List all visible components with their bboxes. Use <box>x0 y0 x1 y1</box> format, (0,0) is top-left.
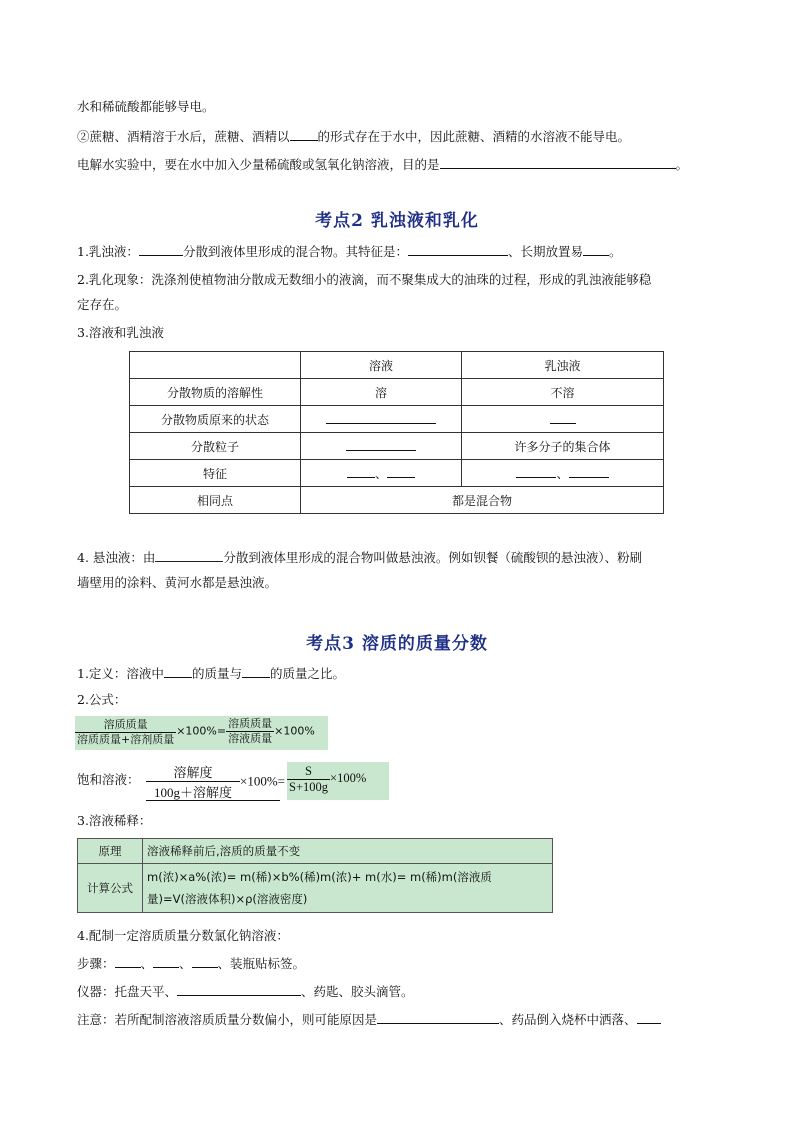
table-row <box>130 487 664 514</box>
table-row <box>78 864 553 913</box>
fill-blank[interactable] <box>637 1011 661 1024</box>
table-row <box>130 379 664 406</box>
text-line: 2.公式： <box>77 692 127 707</box>
table-cell: 原理 <box>78 839 143 864</box>
text-line: 3.溶液和乳浊液 <box>77 325 164 340</box>
fill-blank[interactable] <box>516 465 556 478</box>
fill-blank[interactable] <box>192 955 218 968</box>
divider <box>146 800 280 801</box>
comparison-table <box>129 351 664 514</box>
fill-blank[interactable] <box>242 665 270 678</box>
saturated-formula-right: $\frac{S}{S+100g}$ ×100% <box>287 762 389 800</box>
fill-blank[interactable] <box>155 549 223 562</box>
section-heading: 考点2 乳浊液和乳化 <box>315 211 479 231</box>
table-cell: 分散粒子 <box>130 433 301 460</box>
table-row <box>130 460 664 487</box>
table-cell <box>462 406 664 433</box>
table-cell: 都是混合物 <box>301 487 664 514</box>
text-line: 2.乳化现象：洗涤剂使植物油分散成无数细小的液滴，而不聚集成大的油珠的过程，形成的乳浊液能够稳 <box>77 272 652 287</box>
table-cell: 相同点 <box>130 487 301 514</box>
table-cell: 许多分子的集合体 <box>462 433 664 460</box>
fill-blank[interactable] <box>139 243 183 256</box>
text-line: 注意：若所配制溶液溶质质量分数偏小，则可能原因是 、药品倒入烧杯中洒落、 <box>77 1011 661 1028</box>
table-cell <box>130 352 301 379</box>
table-row <box>130 433 664 460</box>
table-cell <box>301 406 462 433</box>
formula-fraction: $\frac{S}{S+100g}$ <box>289 764 329 794</box>
text-line: 4.配制一定溶质质量分数氯化钠溶液： <box>77 928 289 943</box>
text-line: 4. 悬浊液：由 分散到液体里形成的混合物叫做悬浊液。例如钡餐（硫酸钡的悬浊液）、粉刷 <box>77 550 643 565</box>
text-line: 定存在。 <box>77 297 128 312</box>
table-cell: 计算公式 <box>78 864 143 913</box>
fill-blank[interactable] <box>290 128 318 141</box>
fill-blank[interactable] <box>569 465 609 478</box>
formula-fraction: $\frac{\text{溶解度}}{\text{100g＋溶解度}}$ <box>146 762 240 801</box>
table-header: 乳浊液 <box>462 352 664 379</box>
saturated-formula-left: $\frac{\text{溶解度}}{\text{100g＋溶解度}}$ ×100%= <box>146 762 285 801</box>
text-line: 电解水实验中，要在水中加入少量稀硫酸或氢氧化钠溶液，目的是 。 <box>77 157 689 172</box>
fill-blank[interactable] <box>347 465 375 478</box>
table-row <box>130 406 664 433</box>
table-cell: 分散物质的溶解性 <box>130 379 301 406</box>
table-cell: 溶液稀释前后,溶质的质量不变 <box>143 839 553 864</box>
fill-blank[interactable] <box>583 243 609 256</box>
table-cell: 溶 <box>301 379 462 406</box>
table-cell: 特征 <box>130 460 301 487</box>
fill-blank[interactable] <box>164 665 192 678</box>
fill-blank[interactable] <box>326 411 436 424</box>
section-heading: 考点3 溶质的质量分数 <box>306 634 488 654</box>
formula-fraction: $\frac{\text{溶质质量}}{\text{溶质质量+溶剂质量}}$ <box>77 718 175 746</box>
mass-fraction-formula: $\frac{\text{溶质质量}}{\text{溶质质量+溶剂质量}}$ ×100%= $\frac{\text{溶质质量}}{\text{溶液质量}}$ ×100% <box>75 716 328 750</box>
fill-blank[interactable] <box>115 955 141 968</box>
fill-blank[interactable] <box>153 955 179 968</box>
fill-blank[interactable] <box>177 983 301 996</box>
fill-blank[interactable] <box>408 243 508 256</box>
table-header: 溶液 <box>301 352 462 379</box>
text-line: 仪器：托盘天平、 、药匙、胶头滴管。 <box>77 984 414 999</box>
table-row <box>78 839 553 864</box>
text-line: 水和稀硫酸都能够导电。 <box>77 99 215 114</box>
dilution-table <box>77 838 553 913</box>
table-cell <box>301 433 462 460</box>
text-line: 1.乳浊液： 分散到液体里形成的混合物。其特征是： 、长期放置易 。 <box>77 244 622 259</box>
text-line: 1.定义：溶液中 的质量与 的质量之比。 <box>77 666 345 681</box>
fill-blank[interactable] <box>387 465 415 478</box>
table-cell: 、 <box>301 460 462 487</box>
text-line: 步骤： 、 、 、装瓶贴标签。 <box>77 956 306 971</box>
text-line: 3.溶液稀释： <box>77 813 152 828</box>
fill-blank[interactable] <box>550 411 576 424</box>
fill-blank[interactable] <box>440 156 676 169</box>
fill-blank[interactable] <box>346 438 416 451</box>
table-cell: 、 <box>462 460 664 487</box>
text-line: 墙壁用的涂料、黄河水都是悬浊液。 <box>77 575 278 590</box>
table-cell: 不溶 <box>462 379 664 406</box>
fill-blank[interactable] <box>377 1011 499 1024</box>
text-line: ②蔗糖、酒精溶于水后，蔗糖、酒精以 的形式存在于水中，因此蔗糖、酒精的水溶液不能导电。 <box>77 129 631 144</box>
table-cell: 分散物质原来的状态 <box>130 406 301 433</box>
table-cell: m(浓)×a%(浓)= m(稀)×b%(稀)m(浓)+ m(水)= m(稀)m(溶液质 量)=V(溶液体积)×ρ(溶液密度) <box>143 864 553 913</box>
formula-fraction: $\frac{\text{溶质质量}}{\text{溶液质量}}$ <box>228 717 273 745</box>
table-row <box>130 352 664 379</box>
text-line: 饱和溶液： <box>77 772 140 787</box>
